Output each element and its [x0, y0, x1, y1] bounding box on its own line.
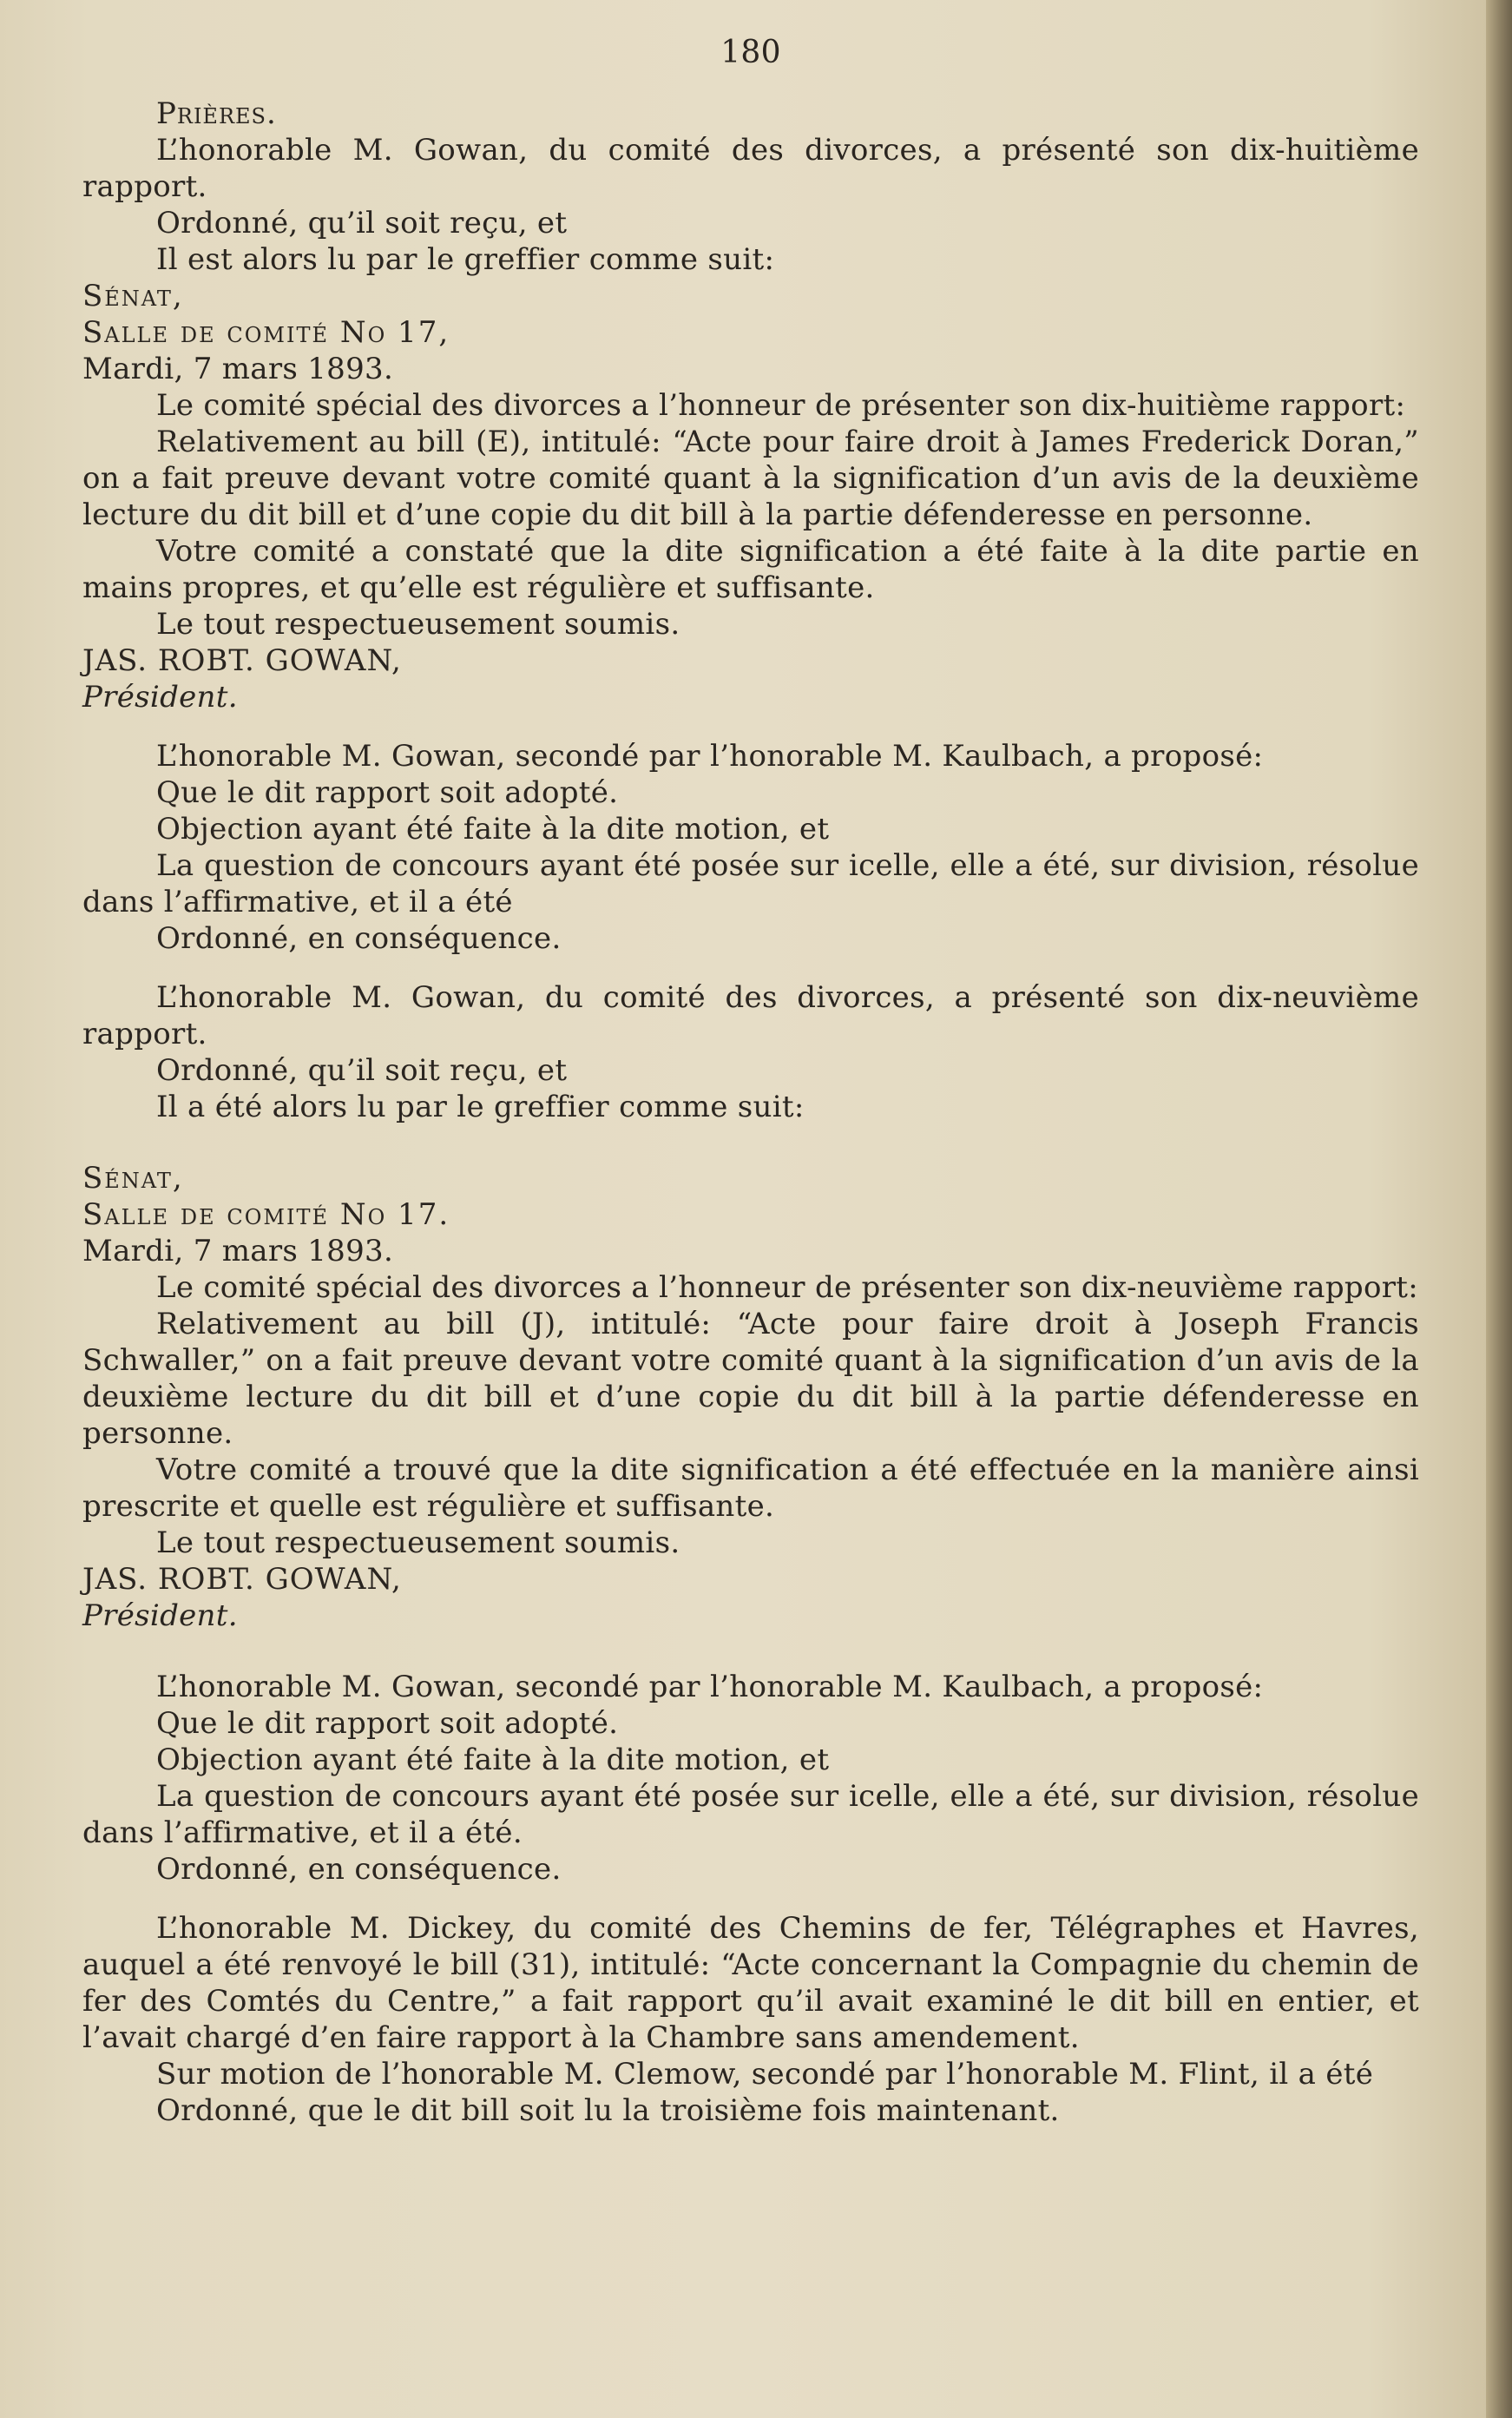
report19-date: Mardi, 7 mars 1893.	[82, 1234, 394, 1268]
motion18-adopt: Que le dit rapport soit adopté.	[156, 775, 619, 810]
report18-date: Mardi, 7 mars 1893.	[82, 352, 394, 386]
report18-p4: Le tout respectueusement soumis.	[156, 607, 680, 642]
report18-senat: Sénat,	[82, 279, 184, 313]
report18-p2: Relativement au bill (E), intitulé: “Acte pour faire droit à James Frederick Doran,” on a fait preuve devant votre comité quant à la signification d’un avis de la deuxième lecture du dit bill et d’une copie du dit bill à la partie défenderesse en personne.	[82, 425, 1419, 532]
report19-ordered: Ordonné, qu’il soit reçu, et	[156, 1053, 568, 1088]
motion19-ordered: Ordonné, en conséquence.	[156, 1852, 562, 1887]
report19-salle: Salle de comité No 17.	[82, 1197, 450, 1232]
report18-read: Il est alors lu par le greffier comme suit:	[156, 242, 775, 277]
book-spine-edge	[1486, 0, 1512, 2418]
motion18-objection: Objection ayant été faite à la dite motion, et	[156, 812, 830, 847]
report18-title: Président.	[82, 680, 238, 715]
page-body	[82, 35, 1419, 2129]
motion19-adopt: Que le dit rapport soit adopté.	[156, 1706, 619, 1741]
report19-p4: Le tout respectueusement soumis.	[156, 1525, 680, 1560]
page-number: 180	[720, 35, 781, 70]
report18-intro: L’honorable M. Gowan, du comité des divorces, a présenté son dix-huitième rapport.	[82, 133, 1419, 204]
section-heading: Prières.	[156, 96, 277, 131]
clemow-motion: Sur motion de l’honorable M. Clemow, secondé par l’honorable M. Flint, il a été	[156, 2057, 1374, 2092]
report18-p3: Votre comité a constaté que la dite signification a été faite à la dite partie en mains propres, et qu’elle est régulière et suffisante.	[82, 534, 1419, 605]
motion18-question: La question de concours ayant été posée sur icelle, elle a été, sur division, résolue dans l’affirmative, et il a été	[82, 848, 1419, 919]
report19-p3: Votre comité a trouvé que la dite signification a été effectuée en la manière ainsi prescrite et quelle est régulière et suffisante.	[82, 1453, 1419, 1524]
motion19-objection: Objection ayant été faite à la dite motion, et	[156, 1743, 830, 1777]
report19-p1: Le comité spécial des divorces a l’honneur de présenter son dix-neuvième rapport:	[156, 1270, 1419, 1305]
report19-intro: L’honorable M. Gowan, du comité des divorces, a présenté son dix-neuvième rapport.	[82, 980, 1419, 1051]
report18-salle: Salle de comité No 17,	[82, 315, 450, 350]
report18-ordered: Ordonné, qu’il soit reçu, et	[156, 206, 568, 240]
third-reading-order: Ordonné, que le dit bill soit lu la troisième fois maintenant.	[156, 2093, 1060, 2128]
motion19-question: La question de concours ayant été posée sur icelle, elle a été, sur division, résolue dans l’affirmative, et il a été.	[82, 1779, 1419, 1850]
report18-signature: JAS. ROBT. GOWAN,	[82, 643, 402, 678]
report19-signature: JAS. ROBT. GOWAN,	[82, 1562, 402, 1597]
motion18-ordered: Ordonné, en conséquence.	[156, 921, 562, 956]
dickey-report: L’honorable M. Dickey, du comité des Chemins de fer, Télégraphes et Havres, auquel a été renvoyé le bill (31), intitulé: “Acte concernant la Compagnie du chemin de fer des Comtés du Centre,” a fait rapport qu’il avait examiné le dit bill en entier, et l’avait chargé d’en faire rapport à la Chambre sans amendement.	[82, 1911, 1419, 2055]
report18-p1: Le comité spécial des divorces a l’honneur de présenter son dix-huitième rapport:	[156, 388, 1406, 423]
report19-senat: Sénat,	[82, 1161, 184, 1196]
motion18-proposer: L’honorable M. Gowan, secondé par l’honorable M. Kaulbach, a proposé:	[156, 739, 1264, 774]
report19-p2: Relativement au bill (J), intitulé: “Acte pour faire droit à Joseph Francis Schwaller,” on a fait preuve devant votre comité quant à la signification d’un avis de la deuxième lecture du dit bill et d’une copie du dit bill à la partie défenderesse en personne.	[82, 1307, 1419, 1451]
motion19-proposer: L’honorable M. Gowan, secondé par l’honorable M. Kaulbach, a proposé:	[156, 1670, 1264, 1704]
report19-read: Il a été alors lu par le greffier comme suit:	[156, 1090, 805, 1124]
report19-title: Président.	[82, 1598, 238, 1633]
